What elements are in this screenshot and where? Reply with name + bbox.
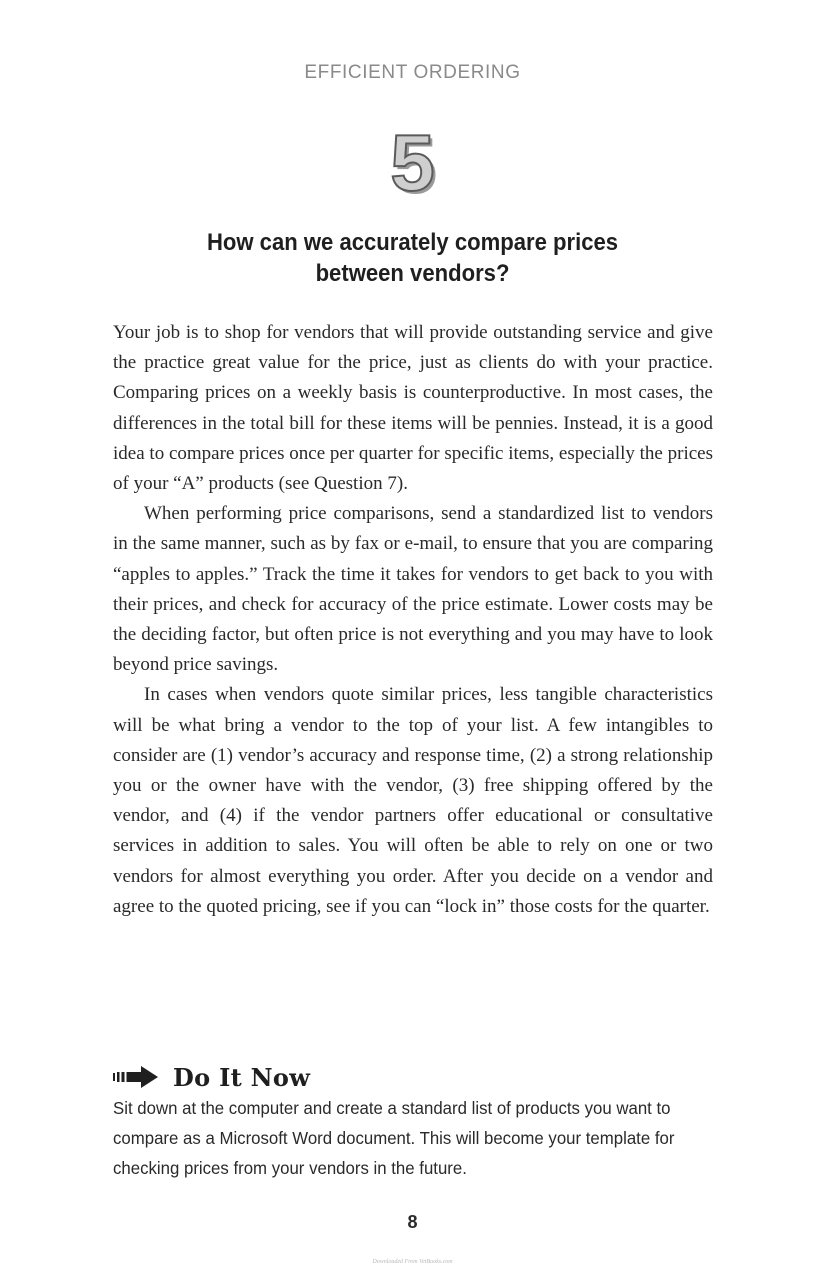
question-title: How can we accurately compare prices between vendors? bbox=[206, 229, 619, 287]
do-it-now-header bbox=[113, 1060, 310, 1094]
question-number: 5 bbox=[390, 118, 435, 207]
body-text bbox=[113, 318, 713, 922]
arrow-right-icon bbox=[113, 1065, 159, 1089]
paragraph-2: When performing price comparisons, send a standardized list to vendors in the same manner, such as by fax or e-mail, to ensure that you are comparing “apples to apples.” Track the time it takes for vendors to get back to you with their prices, and check for accuracy of the price estimate. Lower costs may be the deciding factor, but often price is not everything and you may have to look beyond price savings. bbox=[113, 503, 713, 676]
paragraph-1: Your job is to shop for vendors that will provide outstanding service and give the practice great value for the price, just as clients do with your practice. Comparing prices on a weekly basis is counterproductive. In most cases, the differences in the total bill for these items will be pennies. Instead, it is a good idea to compare prices once per quarter for specific items, especially the prices of your “A” products (see Question 7). bbox=[113, 322, 713, 495]
paragraph-3: In cases when vendors quote similar prices, less tangible characteristics will be what bring a vendor to the top of your list. A few intangibles to consider are (1) vendor’s accuracy and response time, (2) a strong relationship you or the owner have with the vendor, (3) free shipping offered by the vendor, and (4) if the vendor partners offer educational or consultative services in addition to sales. You will often be able to rely on one or two vendors for almost everything you order. After you decide on a vendor and agree to the quoted pricing, see if you can “lock in” those costs for the quarter. bbox=[113, 684, 713, 917]
footer-watermark: Downloaded From VetBooks.com bbox=[372, 1259, 453, 1265]
running-head: EFFICIENT ORDERING bbox=[304, 62, 521, 83]
do-it-now-heading: Do It Now bbox=[173, 1062, 311, 1092]
page-number: 8 bbox=[407, 1212, 418, 1232]
do-it-now-text: Sit down at the computer and create a standard list of products you want to compare as a Microsoft Word document. This will become your template for checking prices from your vendors in the future. bbox=[113, 1098, 675, 1179]
